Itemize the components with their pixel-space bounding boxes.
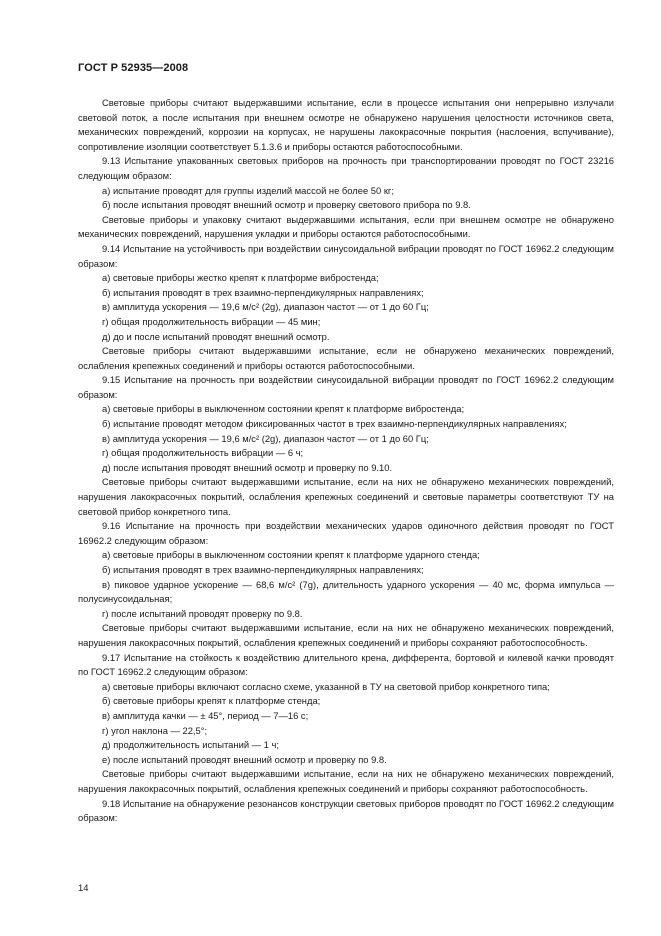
paragraph: 9.13 Испытание упакованных световых приборов на прочность при транспортировании проводят по ГОСТ 23216 следующим образом: xyxy=(78,155,614,181)
list-item: б) после испытания проводят внешний осмотр и проверку светового прибора по 9.8. xyxy=(102,199,471,211)
list-item: г) после испытаний проводят проверку по 9.8. xyxy=(102,607,303,619)
paragraph: Световые приборы считают выдержавшими испытание, если на них не обнаружено механических повреждений, нарушения лакокрасочных покрытий, ослабления крепежных соединений и приборы сохраняют работоспособность. xyxy=(78,622,614,648)
list-item: б) световые приборы крепят к платформе стенда; xyxy=(102,695,321,707)
list-item: г) угол наклона — 22,5°; xyxy=(102,724,208,736)
list-item: в) пиковое ударное ускорение — 68,6 м/с² (7g), длительность ударного ускорения — 40 мс, форма импульса — полусинусоидальная; xyxy=(78,578,614,605)
list-item: в) амплитуда ускорения — 19,6 м/с² (2g), диапазон частот — от 1 до 60 Гц; xyxy=(102,432,429,444)
list-item: а) испытание проводят для группы изделий массой не более 50 кг; xyxy=(102,184,394,196)
list-item: б) испытания проводят в трех взаимно-перпендикулярных направлениях; xyxy=(102,564,424,575)
paragraph: Световые приборы считают выдержавшими испытание, если на них не обнаружено механических повреждений, нарушения лакокрасочных покрытий, ослабления крепежных соединений и световые параметры соответствуют ТУ на световой прибор конкретного типа. xyxy=(78,476,614,517)
list-item: а) световые приборы жестко крепят к платформе вибростенда; xyxy=(102,272,379,284)
page-number: 14 xyxy=(78,882,89,893)
list-item: д) до и после испытаний проводят внешний осмотр. xyxy=(102,330,330,342)
list-item: е) после испытаний проводят внешний осмотр и проверку по 9.8. xyxy=(102,753,387,765)
paragraph: 9.14 Испытание на устойчивость при воздействии синусоидальной вибрации проводят по ГОСТ 16962.2 следующим образом: xyxy=(78,242,614,269)
list-item: г) общая продолжительность вибрации — 6 ч; xyxy=(102,447,304,459)
paragraph: 9.18 Испытание на обнаружение резонансов конструкции световых приборов проводят по ГОСТ 16962.2 следующим образом: xyxy=(78,797,614,824)
list-item: г) общая продолжительность вибрации — 45 мин; xyxy=(102,315,321,327)
paragraph: Световые приборы считают выдержавшими испытание, если на них не обнаружено механических повреждений, нарушения лакокрасочных покрытий, ослабления крепежных соединений и приборы сохраняют работоспособность. xyxy=(78,768,614,794)
document-body xyxy=(78,96,614,826)
list-item: б) испытание проводят методом фиксированных частот в трех взаимно-перпендикулярных направлениях; xyxy=(102,418,567,430)
page-header: ГОСТ Р 52935—2008 xyxy=(78,62,189,74)
list-item: в) амплитуда ускорения — 19,6 м/с² (2g), диапазон частот — от 1 до 60 Гц; xyxy=(102,301,429,313)
list-item: а) световые приборы в выключенном состоянии крепят к платформе вибростенда; xyxy=(102,403,465,415)
list-item: д) продолжительность испытаний — 1 ч; xyxy=(102,739,279,751)
paragraph: 9.16 Испытание на прочность при воздействии механических ударов одиночного действия проводят по ГОСТ 16962.2 следующим образом: xyxy=(78,520,614,546)
paragraph: Световые приборы считают выдержавшими испытание, если в процессе испытания они непрерывно излучали световой поток, а после испытания при внешнем осмотре не обнаружено нарушения целостности источников света, механических повреждений, коррозии на корпусах, не нарушены лакокрасочные покрытия (наслоения, вспучивание), сопротивление изоляции соответствует 5.1.3.6 и приборы остаются работоспособными. xyxy=(78,97,614,152)
paragraph: 9.15 Испытание на прочность при воздействии синусоидальной вибрации проводят по ГОСТ 16962.2 следующим образом: xyxy=(78,374,614,400)
paragraph: Световые приборы и упаковку считают выдержавшими испытания, если при внешнем осмотре не обнаружено механических повреждений, нарушения укладки и приборы остаются работоспособными. xyxy=(78,213,614,240)
paragraph: 9.17 Испытание на стойкость к воздействию длительного крена, дифферента, бортовой и килевой качки проводят по ГОСТ 16962.2 следующим образом: xyxy=(78,651,614,678)
paragraph: Световые приборы считают выдержавшими испытание, если не обнаружено механических повреждений, ослабления крепежных соединений и приборы остаются работоспособными. xyxy=(78,345,614,371)
list-item: а) световые приборы в выключенном состоянии крепят к платформе ударного стенда; xyxy=(102,549,480,561)
list-item: д) после испытания проводят внешний осмотр и проверку по 9.10. xyxy=(102,461,393,473)
list-item: а) световые приборы включают согласно схеме, указанной в ТУ на световой прибор конкретного типа; xyxy=(102,680,550,692)
list-item: б) испытания проводят в трех взаимно-перпендикулярных направлениях; xyxy=(102,286,424,298)
list-item: в) амплитуда качки — ± 45°, период — 7—16 с; xyxy=(102,709,309,721)
